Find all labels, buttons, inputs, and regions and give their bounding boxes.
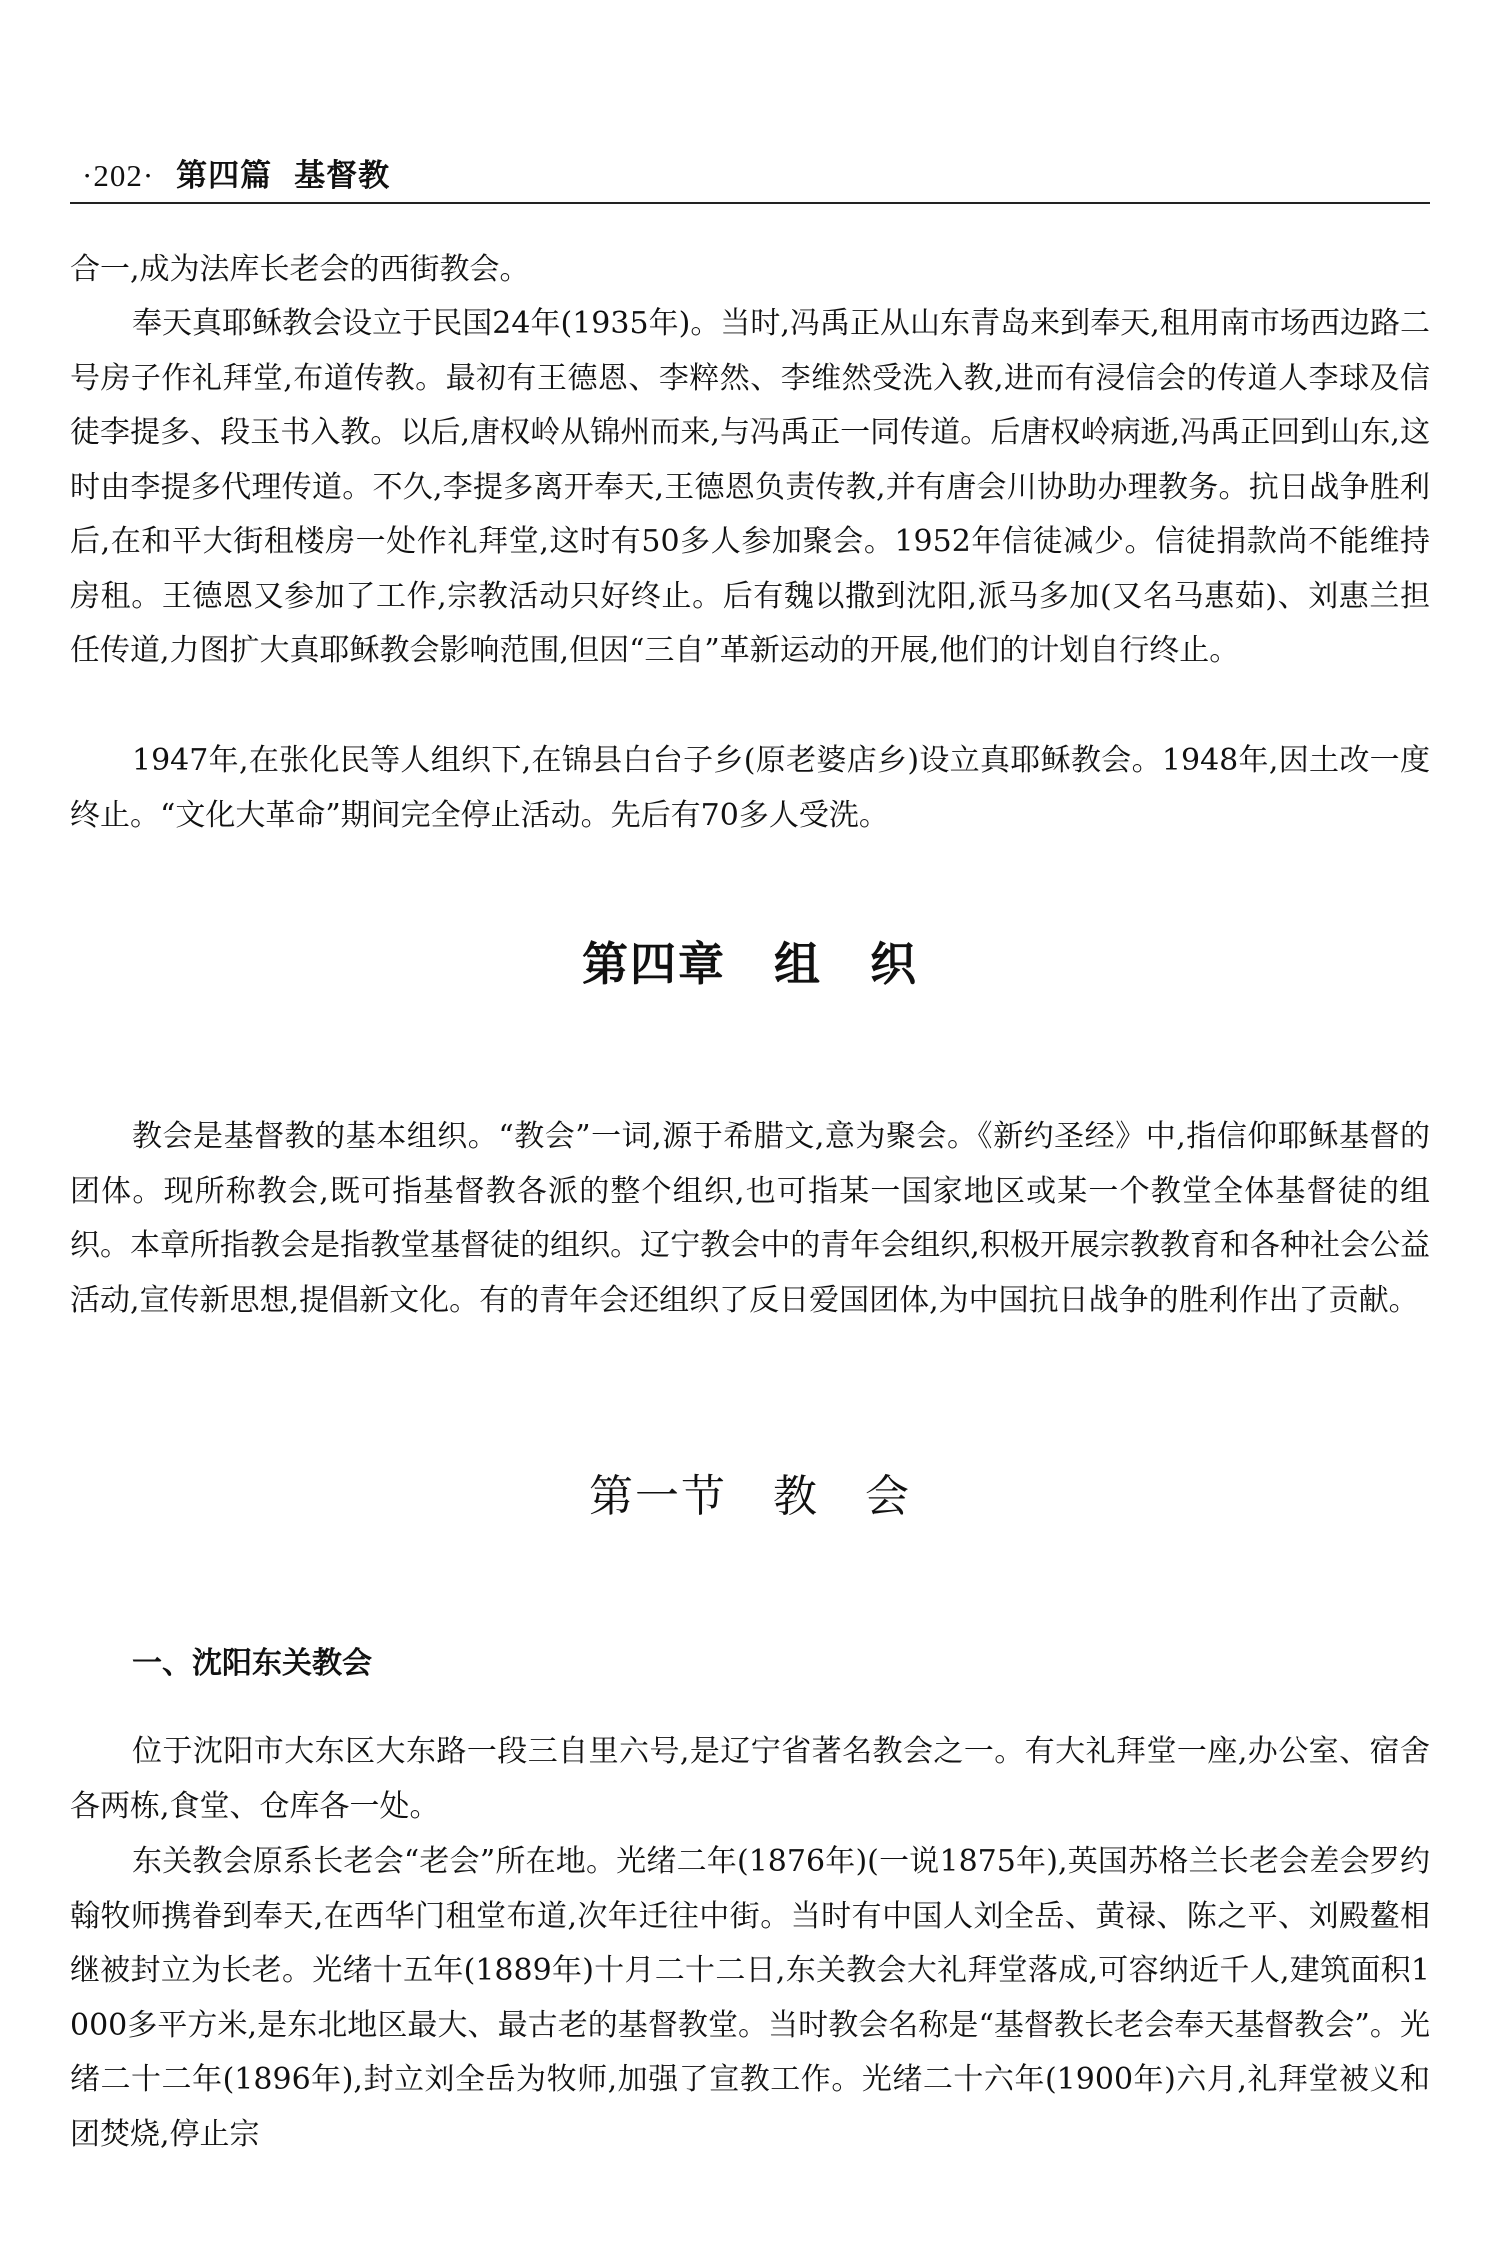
paragraph-continuation: 合一,成为法库长老会的西街教会。 bbox=[70, 252, 530, 287]
chapter-intro: 教会是基督教的基本组织。“教会”一词,源于希腊文,意为聚会。《新约圣经》中,指信仰耶稣基督的团体。现所称教会,既可指基督教各派的整个组织,也可指某一国家地区或某一个教堂全体基督徒的组织。本章所指教会是指教堂基督徒的组织。辽宁教会中的青年会组织,积极开展宗教教育和各种社会公益活动,宣传新思想,提倡新文化。有的青年会还组织了反日爱国团体,为中国抗日战争的胜利作出了贡献。 bbox=[70, 1119, 1430, 1318]
paragraph-true-jesus-church: 奉天真耶稣教会设立于民国24年(1935年)。当时,冯禹正从山东青岛来到奉天,租用南市场西边路二号房子作礼拜堂,布道传教。最初有王德恩、李粹然、李维然受洗入教,进而有浸信会的传道人李球及信徒李提多、段玉书入教。以后,唐权岭从锦州而来,与冯禹正一同传道。后唐权岭病逝,冯禹正回到山东,这时由李提多代理传道。不久,李提多离开奉天,王德恩负责传教,并有唐会川协助办理教务。抗日战争胜利后,在和平大街租楼房一处作礼拜堂,这时有50多人参加聚会。1952年信徒减少。信徒捐款尚不能维持房租。王德恩又参加了工作,宗教活动只好终止。后有魏以撒到沈阳,派马多加(又名马惠茹)、刘惠兰担任传道,力图扩大真耶稣教会影响范围,但因“三自”革新运动的开展,他们的计划自行终止。 bbox=[70, 306, 1430, 668]
section-title: 第一节 教 会 bbox=[589, 1471, 911, 1522]
subheading: 一、沈阳东关教会 bbox=[132, 1646, 372, 1681]
part-name: 基督教 bbox=[294, 158, 391, 194]
chapter-title: 第四章 组 织 bbox=[582, 937, 918, 991]
header-rule bbox=[70, 202, 1430, 204]
page-number: ·202· bbox=[82, 158, 155, 193]
paragraph-history: 东关教会原系长老会“老会”所在地。光绪二年(1876年)(一说1875年),英国苏格兰长老会差会罗约翰牧师携眷到奉天,在西华门租堂布道,次年迁往中街。当时有中国人刘全岳、黄禄、陈之平、刘殿鳌相继被封立为长老。光绪十五年(1889年)十月二十二日,东关教会大礼拜堂落成,可容纳近千人,建筑面积1 000多平方米,是东北地区最大、最古老的基督教堂。当时教会名称是“基督教长老会奉天基督教会”。光绪二十二年(1896年),封立刘全岳为牧师,加强了宣教工作。光绪二十六年(1900年)六月,礼拜堂被义和团焚烧,停止宗 bbox=[70, 1844, 1430, 2152]
paragraph-jinxian-church: 1947年,在张化民等人组织下,在锦县白台子乡(原老婆店乡)设立真耶稣教会。1948年,因土改一度终止。“文化大革命”期间完全停止活动。先后有70多人受洗。 bbox=[70, 743, 1430, 833]
paragraph-location: 位于沈阳市大东区大东路一段三自里六号,是辽宁省著名教会之一。有大礼拜堂一座,办公室、宿舍各两栋,食堂、仓库各一处。 bbox=[70, 1734, 1430, 1824]
running-head bbox=[82, 150, 390, 195]
part-title: 第四篇 bbox=[176, 158, 273, 194]
